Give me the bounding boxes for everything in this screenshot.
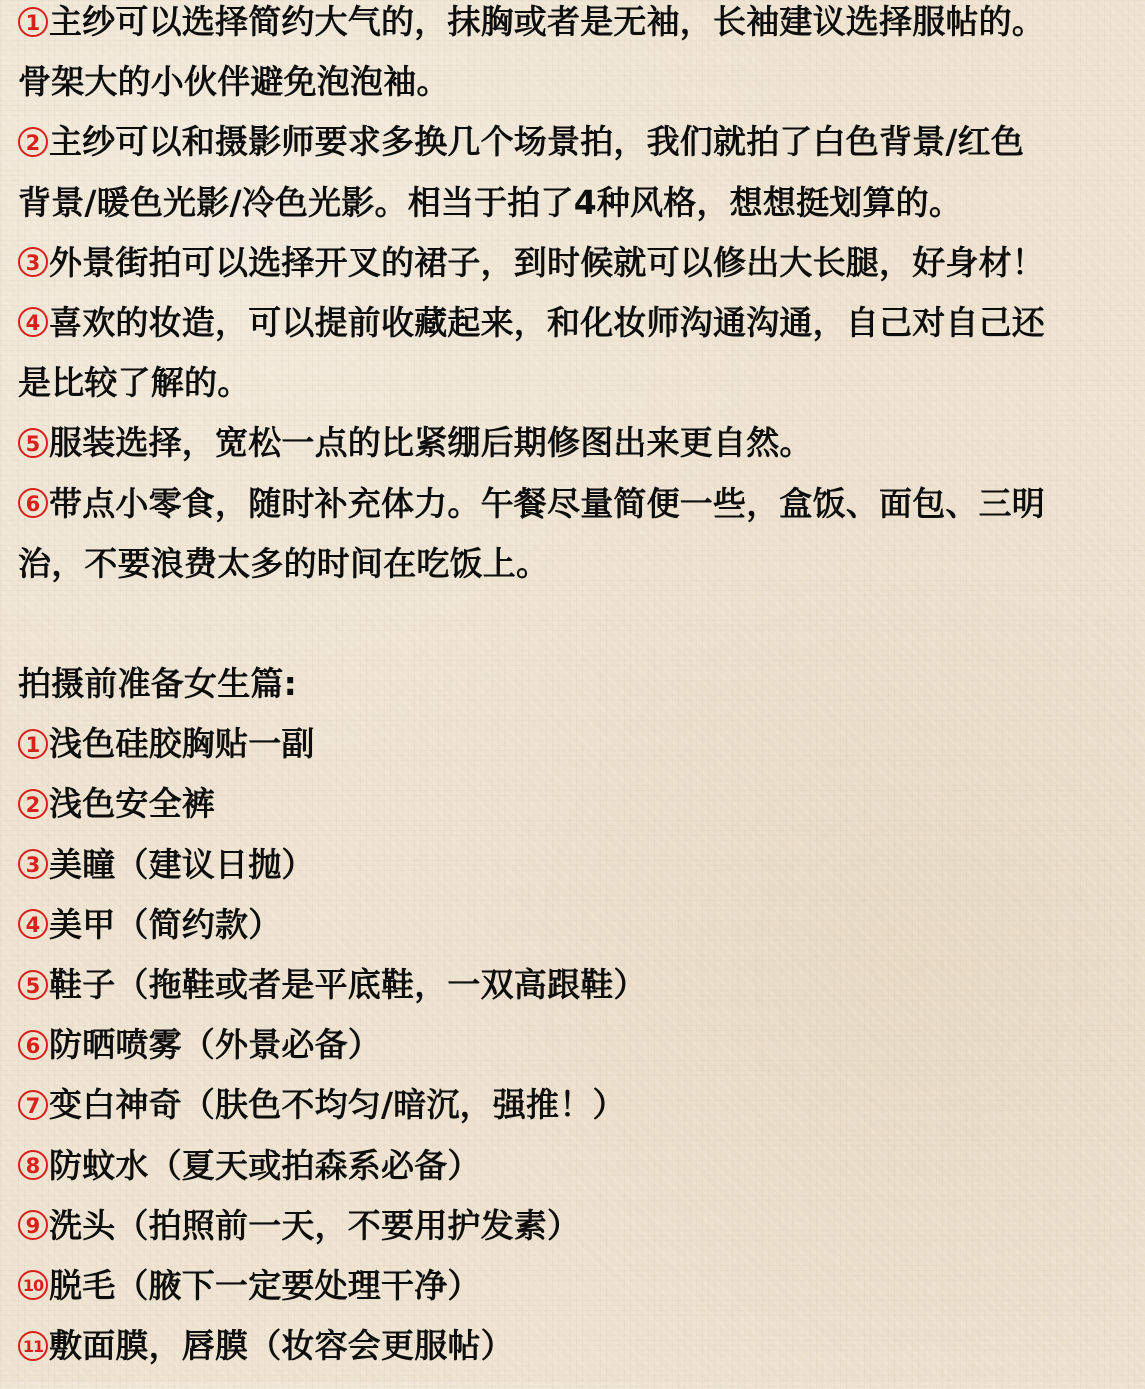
circled-number-marker: 4 [18,895,48,955]
prep-item-1: 1 浅色硅胶胸贴一副 [18,714,1145,774]
circled-number-marker: 8 [18,1136,48,1196]
tip-4-line-1: 4 喜欢的妆造，可以提前收藏起来，和化妆师沟通沟通，自己对自己还 [18,293,1145,353]
prep-item-6: 6 防晒喷雾（外景必备） [18,1015,1145,1075]
prep-item-10: 10 脱毛（腋下一定要处理干净） [18,1256,1145,1316]
circled-number-marker: 5 [18,955,48,1015]
circled-number-marker: 3 [18,233,48,293]
circled-number-marker: 1 [18,714,48,774]
tip-4-line-2: 是比较了解的。 [18,363,251,403]
circled-number-marker: 7 [18,1075,48,1135]
circled-number-marker: 5 [18,413,48,473]
prep-item-9: 9 洗头（拍照前一天，不要用护发素） [18,1196,1145,1256]
circled-number-marker: 3 [18,835,48,895]
prep-item-8: 8 防蚊水（夏天或拍森系必备） [18,1136,1145,1196]
circled-number-marker: 10 [18,1256,48,1316]
tip-1-line-2: 骨架大的小伙伴避免泡泡袖。 [18,62,450,102]
tip-6-line-2: 治，不要浪费太多的时间在吃饭上。 [18,543,550,583]
prep-item-11: 11 敷面膜，唇膜（妆容会更服帖） [18,1316,1145,1376]
circled-number-marker: 1 [18,0,48,52]
tip-3-line-1: 3 外景街拍可以选择开叉的裙子，到时候就可以修出大长腿，好身材！ [18,233,1145,293]
tip-5-line-1: 5 服装选择，宽松一点的比紧绷后期修图出来更自然。 [18,413,1145,473]
prep-item-3: 3 美瞳（建议日抛） [18,835,1145,895]
circled-number-marker: 2 [18,774,48,834]
prep-item-5: 5 鞋子（拖鞋或者是平底鞋，一双高跟鞋） [18,955,1145,1015]
prep-item-2: 2 浅色安全裤 [18,774,1145,834]
tip-2-line-2: 背景/暖色光影/冷色光影。相当于拍了4种风格，想想挺划算的。 [18,182,963,222]
tip-6-line-1: 6 带点小零食，随时补充体力。午餐尽量简便一些，盒饭、面包、三明 [18,474,1145,534]
circled-number-marker: 4 [18,293,48,353]
prep-item-7: 7 变白神奇（肤色不均匀/暗沉，强推！） [18,1075,1145,1135]
circled-number-marker: 6 [18,474,48,534]
tip-2-line-1: 2 主纱可以和摄影师要求多换几个场景拍，我们就拍了白色背景/红色 [18,112,1145,172]
circled-number-marker: 11 [18,1316,48,1376]
circled-number-marker: 6 [18,1015,48,1075]
prep-section [18,654,1145,1376]
prep-heading: 拍摄前准备女生篇: [18,664,297,704]
tips-section [18,0,1145,594]
section-spacer [18,594,1145,654]
circled-number-marker: 9 [18,1196,48,1256]
circled-number-marker: 2 [18,112,48,172]
tip-1-line-1: 1 主纱可以选择简约大气的，抹胸或者是无袖，长袖建议选择服帖的。 [18,0,1145,52]
prep-item-4: 4 美甲（简约款） [18,895,1145,955]
